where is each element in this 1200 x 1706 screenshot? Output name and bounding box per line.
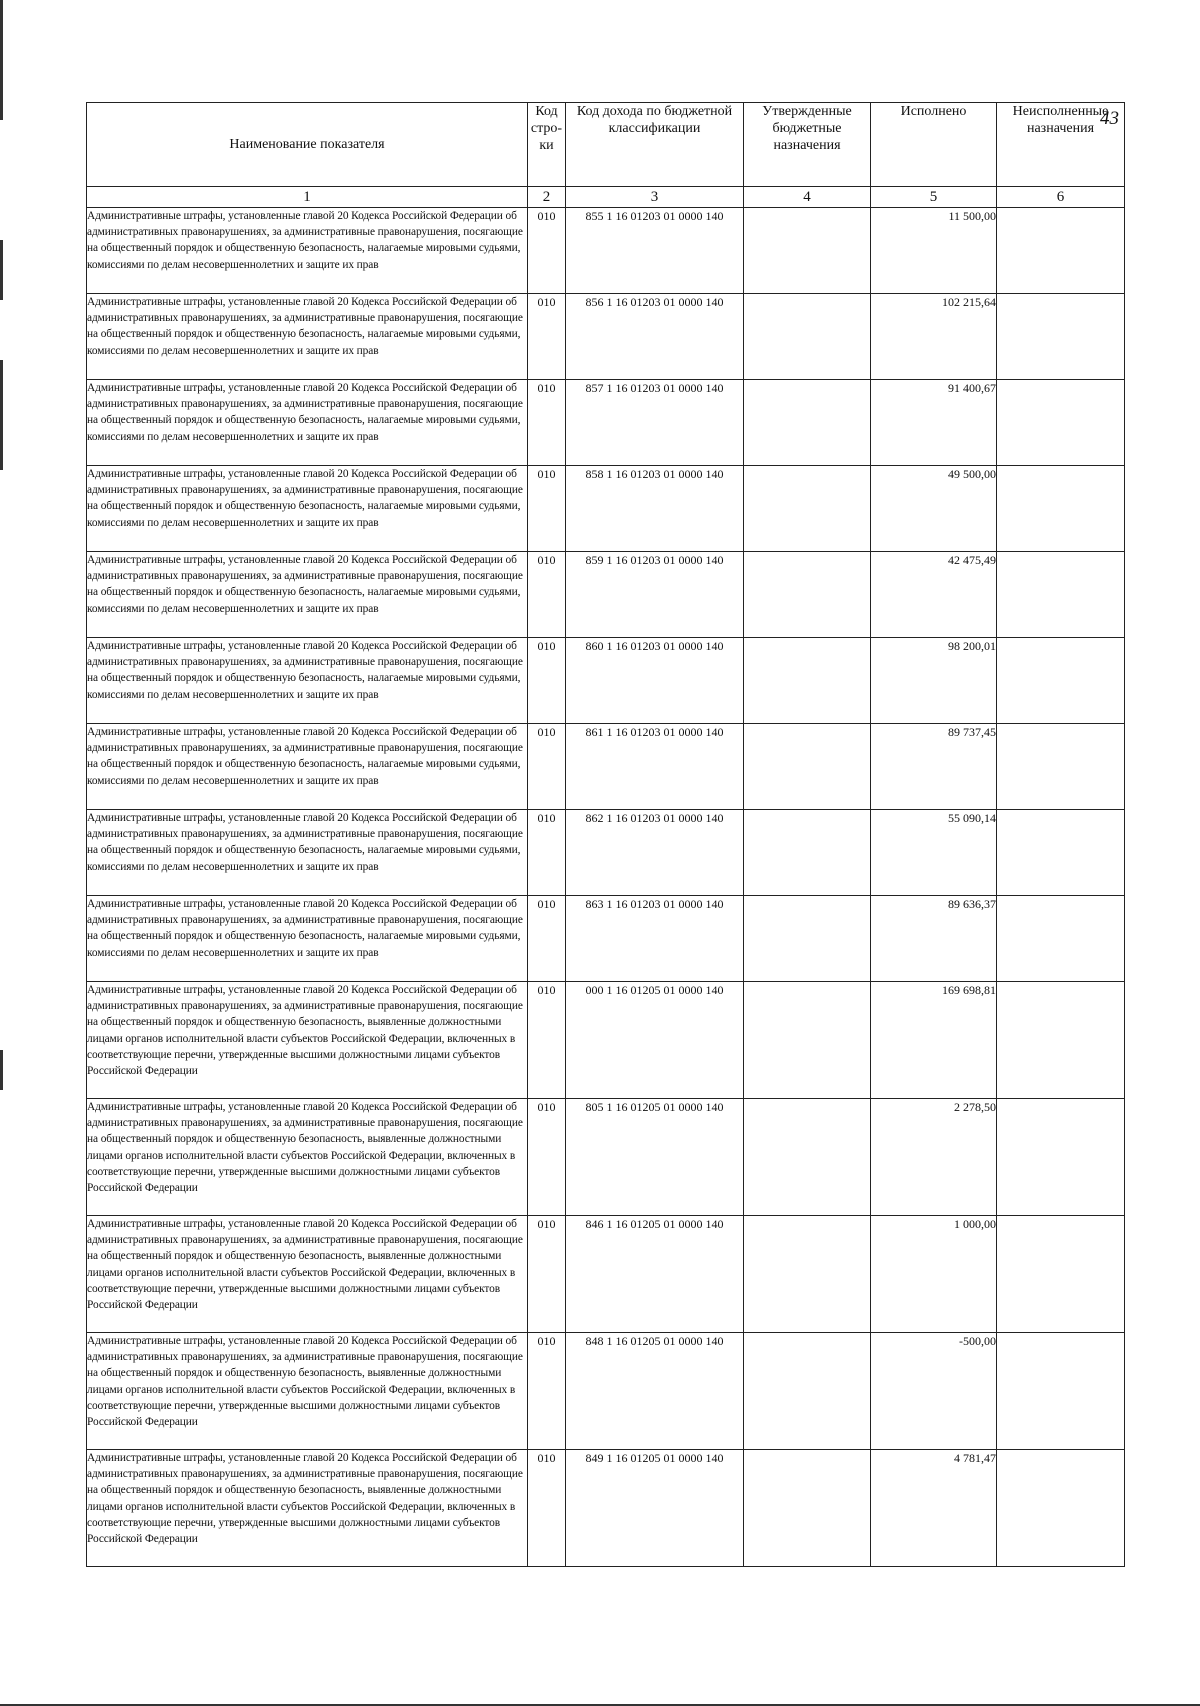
column-index: 6 [997, 187, 1125, 208]
column-header-line-code-text: Код стро-ки [530, 104, 563, 153]
row-line-code-cell: 010 [528, 294, 566, 380]
page-number: 43 [1100, 108, 1119, 129]
column-index: 4 [744, 187, 871, 208]
row-executed-cell: 169 698,81 [871, 982, 997, 1099]
row-approved-cell [744, 638, 871, 724]
column-index: 3 [566, 187, 744, 208]
row-revenue-code-cell: 000 1 16 01205 01 0000 140 [566, 982, 744, 1099]
revenue-report-table [86, 102, 1125, 1567]
row-revenue-code-cell: 805 1 16 01205 01 0000 140 [566, 1099, 744, 1216]
row-approved-cell [744, 380, 871, 466]
row-approved-cell [744, 1450, 871, 1567]
column-index-row [87, 187, 1125, 208]
row-executed-cell: 89 636,37 [871, 896, 997, 982]
table-row [87, 208, 1125, 294]
row-unexecuted-cell [997, 1216, 1125, 1333]
row-approved-cell [744, 1099, 871, 1216]
row-name-cell: Административные штрафы, установленные главой 20 Кодекса Российской Федерации об административных правонарушениях, за административные правонарушения, посягающие на общественный порядок и общественную безопасность, налагаемые мировыми судьями, комиссиями по делам несовершеннолетних и защите их прав [87, 294, 528, 380]
scan-edge-mark [0, 240, 3, 300]
row-unexecuted-cell [997, 810, 1125, 896]
row-executed-cell: 2 278,50 [871, 1099, 997, 1216]
row-line-code-cell: 010 [528, 896, 566, 982]
row-executed-cell: 4 781,47 [871, 1450, 997, 1567]
row-unexecuted-cell [997, 552, 1125, 638]
row-approved-cell [744, 208, 871, 294]
row-unexecuted-cell [997, 896, 1125, 982]
row-revenue-code-cell: 860 1 16 01203 01 0000 140 [566, 638, 744, 724]
row-revenue-code-cell: 846 1 16 01205 01 0000 140 [566, 1216, 744, 1333]
row-name-cell: Административные штрафы, установленные главой 20 Кодекса Российской Федерации об административных правонарушениях, за административные правонарушения, посягающие на общественный порядок и общественную безопасность, налагаемые мировыми судьями, комиссиями по делам несовершеннолетних и защите их прав [87, 380, 528, 466]
column-index: 2 [528, 187, 566, 208]
row-unexecuted-cell [997, 724, 1125, 810]
row-line-code-cell: 010 [528, 208, 566, 294]
row-executed-cell: 102 215,64 [871, 294, 997, 380]
row-unexecuted-cell [997, 294, 1125, 380]
table-row [87, 982, 1125, 1099]
table-row [87, 1099, 1125, 1216]
row-line-code-cell: 010 [528, 1216, 566, 1333]
row-line-code-cell: 010 [528, 724, 566, 810]
row-revenue-code-cell: 857 1 16 01203 01 0000 140 [566, 380, 744, 466]
row-name-cell: Административные штрафы, установленные главой 20 Кодекса Российской Федерации об административных правонарушениях, за административные правонарушения, посягающие на общественный порядок и общественную безопасность, налагаемые мировыми судьями, комиссиями по делам несовершеннолетних и защите их прав [87, 208, 528, 294]
column-header-name: Наименование показателя [87, 103, 528, 187]
table-row [87, 1216, 1125, 1333]
row-approved-cell [744, 896, 871, 982]
row-revenue-code-cell: 861 1 16 01203 01 0000 140 [566, 724, 744, 810]
row-executed-cell: 55 090,14 [871, 810, 997, 896]
row-revenue-code-cell: 849 1 16 01205 01 0000 140 [566, 1450, 744, 1567]
row-name-cell: Административные штрафы, установленные главой 20 Кодекса Российской Федерации об административных правонарушениях, за административные правонарушения, посягающие на общественный порядок и общественную безопасность, налагаемые мировыми судьями, комиссиями по делам несовершеннолетних и защите их прав [87, 810, 528, 896]
row-unexecuted-cell [997, 1099, 1125, 1216]
row-name-cell: Административные штрафы, установленные главой 20 Кодекса Российской Федерации об административных правонарушениях, за административные правонарушения, посягающие на общественный порядок и общественную безопасность, выявленные должностными лицами органов исполнительной власти субъектов Российской Федерации, включенных в соответствующие перечни, утвержденные высшими должностными лицами субъектов Российской Федерации [87, 982, 528, 1099]
column-index: 1 [87, 187, 528, 208]
row-name-cell: Административные штрафы, установленные главой 20 Кодекса Российской Федерации об административных правонарушениях, за административные правонарушения, посягающие на общественный порядок и общественную безопасность, налагаемые мировыми судьями, комиссиями по делам несовершеннолетних и защите их прав [87, 724, 528, 810]
row-name-cell: Административные штрафы, установленные главой 20 Кодекса Российской Федерации об административных правонарушениях, за административные правонарушения, посягающие на общественный порядок и общественную безопасность, налагаемые мировыми судьями, комиссиями по делам несовершеннолетних и защите их прав [87, 638, 528, 724]
table-row [87, 896, 1125, 982]
column-header-line-code [528, 103, 566, 187]
column-header-approved: Утвержденные бюджетные назначения [744, 103, 871, 187]
table-body [87, 208, 1125, 1567]
row-line-code-cell: 010 [528, 552, 566, 638]
row-unexecuted-cell [997, 208, 1125, 294]
row-name-cell: Административные штрафы, установленные главой 20 Кодекса Российской Федерации об административных правонарушениях, за административные правонарушения, посягающие на общественный порядок и общественную безопасность, выявленные должностными лицами органов исполнительной власти субъектов Российской Федерации, включенных в соответствующие перечни, утвержденные высшими должностными лицами субъектов Российской Федерации [87, 1450, 528, 1567]
row-approved-cell [744, 810, 871, 896]
column-header-revenue-code: Код дохода по бюджетной классификации [566, 103, 744, 187]
row-line-code-cell: 010 [528, 1099, 566, 1216]
row-line-code-cell: 010 [528, 466, 566, 552]
table-row [87, 380, 1125, 466]
row-approved-cell [744, 294, 871, 380]
table-header-row [87, 103, 1125, 187]
row-approved-cell [744, 982, 871, 1099]
row-line-code-cell: 010 [528, 638, 566, 724]
column-index: 5 [871, 187, 997, 208]
row-executed-cell: 91 400,67 [871, 380, 997, 466]
row-revenue-code-cell: 863 1 16 01203 01 0000 140 [566, 896, 744, 982]
row-executed-cell: 49 500,00 [871, 466, 997, 552]
table-row [87, 810, 1125, 896]
row-revenue-code-cell: 859 1 16 01203 01 0000 140 [566, 552, 744, 638]
row-name-cell: Административные штрафы, установленные главой 20 Кодекса Российской Федерации об административных правонарушениях, за административные правонарушения, посягающие на общественный порядок и общественную безопасность, налагаемые мировыми судьями, комиссиями по делам несовершеннолетних и защите их прав [87, 896, 528, 982]
row-approved-cell [744, 552, 871, 638]
row-executed-cell: 11 500,00 [871, 208, 997, 294]
row-revenue-code-cell: 848 1 16 01205 01 0000 140 [566, 1333, 744, 1450]
row-revenue-code-cell: 858 1 16 01203 01 0000 140 [566, 466, 744, 552]
row-executed-cell: 42 475,49 [871, 552, 997, 638]
table-row [87, 724, 1125, 810]
row-unexecuted-cell [997, 380, 1125, 466]
row-executed-cell: 1 000,00 [871, 1216, 997, 1333]
row-line-code-cell: 010 [528, 810, 566, 896]
row-name-cell: Административные штрафы, установленные главой 20 Кодекса Российской Федерации об административных правонарушениях, за административные правонарушения, посягающие на общественный порядок и общественную безопасность, налагаемые мировыми судьями, комиссиями по делам несовершеннолетних и защите их прав [87, 466, 528, 552]
row-revenue-code-cell: 856 1 16 01203 01 0000 140 [566, 294, 744, 380]
row-name-cell: Административные штрафы, установленные главой 20 Кодекса Российской Федерации об административных правонарушениях, за административные правонарушения, посягающие на общественный порядок и общественную безопасность, выявленные должностными лицами органов исполнительной власти субъектов Российской Федерации, включенных в соответствующие перечни, утвержденные высшими должностными лицами субъектов Российской Федерации [87, 1216, 528, 1333]
row-line-code-cell: 010 [528, 1333, 566, 1450]
scan-edge-mark [0, 1050, 3, 1090]
table-row [87, 294, 1125, 380]
row-line-code-cell: 010 [528, 1450, 566, 1567]
row-executed-cell: 89 737,45 [871, 724, 997, 810]
row-name-cell: Административные штрафы, установленные главой 20 Кодекса Российской Федерации об административных правонарушениях, за административные правонарушения, посягающие на общественный порядок и общественную безопасность, выявленные должностными лицами органов исполнительной власти субъектов Российской Федерации, включенных в соответствующие перечни, утвержденные высшими должностными лицами субъектов Российской Федерации [87, 1333, 528, 1450]
row-unexecuted-cell [997, 1333, 1125, 1450]
row-approved-cell [744, 1216, 871, 1333]
row-unexecuted-cell [997, 1450, 1125, 1567]
column-header-executed: Исполнено [871, 103, 997, 187]
row-unexecuted-cell [997, 466, 1125, 552]
table-row [87, 638, 1125, 724]
row-revenue-code-cell: 862 1 16 01203 01 0000 140 [566, 810, 744, 896]
table-row [87, 466, 1125, 552]
row-unexecuted-cell [997, 982, 1125, 1099]
row-approved-cell [744, 466, 871, 552]
row-approved-cell [744, 724, 871, 810]
scan-edge-mark [0, 360, 3, 470]
table-row [87, 552, 1125, 638]
row-approved-cell [744, 1333, 871, 1450]
row-line-code-cell: 010 [528, 380, 566, 466]
row-unexecuted-cell [997, 638, 1125, 724]
row-line-code-cell: 010 [528, 982, 566, 1099]
row-name-cell: Административные штрафы, установленные главой 20 Кодекса Российской Федерации об административных правонарушениях, за административные правонарушения, посягающие на общественный порядок и общественную безопасность, выявленные должностными лицами органов исполнительной власти субъектов Российской Федерации, включенных в соответствующие перечни, утвержденные высшими должностными лицами субъектов Российской Федерации [87, 1099, 528, 1216]
row-name-cell: Административные штрафы, установленные главой 20 Кодекса Российской Федерации об административных правонарушениях, за административные правонарушения, посягающие на общественный порядок и общественную безопасность, налагаемые мировыми судьями, комиссиями по делам несовершеннолетних и защите их прав [87, 552, 528, 638]
table-row [87, 1333, 1125, 1450]
table-row [87, 1450, 1125, 1567]
column-header-unexecuted: Неисполненные назначения [997, 103, 1125, 187]
scan-edge-mark [0, 0, 3, 120]
row-executed-cell: -500,00 [871, 1333, 997, 1450]
row-executed-cell: 98 200,01 [871, 638, 997, 724]
row-revenue-code-cell: 855 1 16 01203 01 0000 140 [566, 208, 744, 294]
